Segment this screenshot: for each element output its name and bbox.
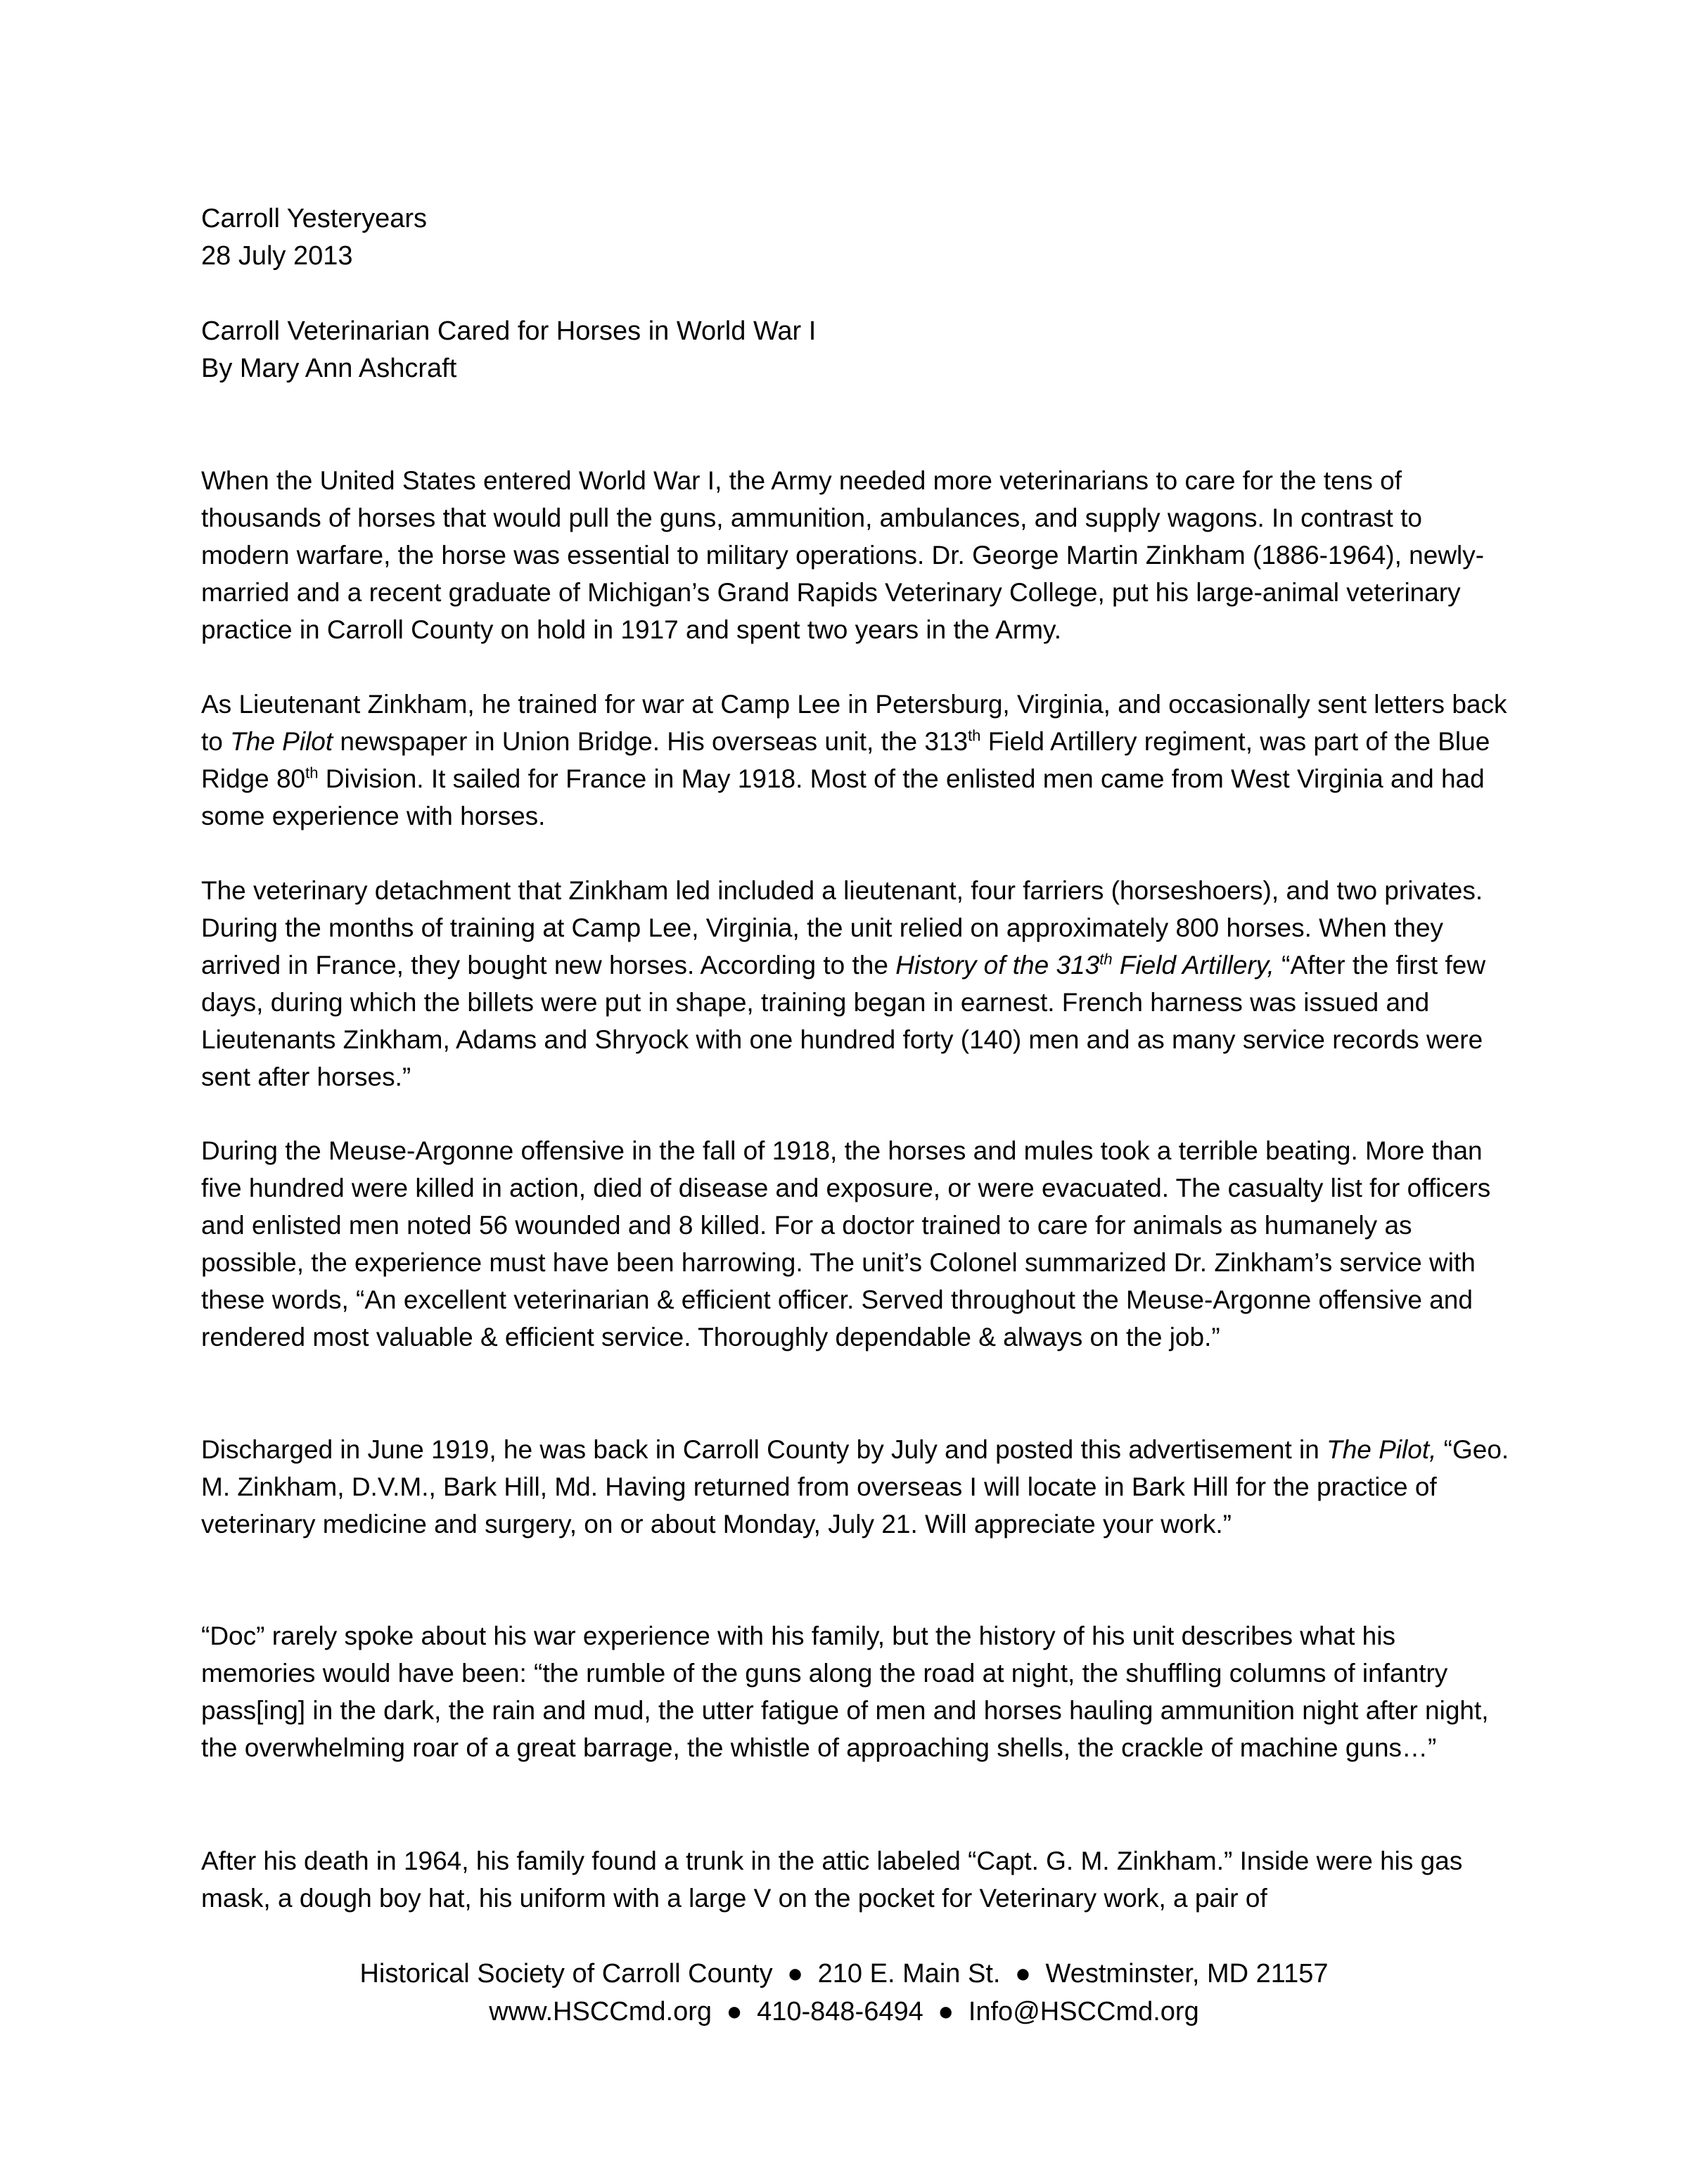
column-name: Carroll Yesteryears [201, 204, 428, 233]
footer-phone: 410-848-6494 [757, 1997, 923, 2026]
paragraph-5: Discharged in June 1919, he was back in Carroll County by July and posted this advertisement in The Pilot, “Geo. M. Zinkham, D.V.M., Bark Hill, Md. Having returned from overseas I will locate in Bark Hill for the practice of veterinary medicine and surgery, on or about Monday, July 21. Will appreciate your work.” [201, 1435, 1509, 1539]
newspaper-name: The Pilot, [1326, 1435, 1437, 1464]
paragraph-7: After his death in 1964, his family found a trunk in the attic labeled “Capt. G. M. Zinkham.” Inside were his gas mask, a dough boy hat, his uniform with a large V on the pocket for Veterinary work, a pair of [201, 1846, 1463, 1913]
bullet-separator: ● [726, 1997, 743, 2026]
footer-city: Westminster, MD 21157 [1045, 1959, 1329, 1989]
publication-date: 28 July 2013 [201, 241, 353, 271]
paragraph-1: When the United States entered World War I, the Army needed more veterinarians to care for the tens of thousands of horses that would pull the guns, ammunition, ambulances, and supply wagons. In contrast to modern warfare, the horse was essential to military operations. Dr. George Martin Zinkham (1886-1964), newly-married and a recent graduate of Michigan’s Grand Rapids Veterinary College, put his large-animal veterinary practice in Carroll County on hold in 1917 and spent two years in the Army. [201, 466, 1485, 644]
page-footer [0, 1955, 1688, 2031]
paragraph-6: “Doc” rarely spoke about his war experience with his family, but the history of his unit describes what his memories would have been: “the rumble of the guns along the road at night, the shuffling columns of infantry pass[ing] in the dark, the rain and mud, the utter fatigue of men and horses hauling ammunition night after night, the overwhelming roar of a great barrage, the whistle of approaching shells, the crackle of machine guns…” [201, 1621, 1489, 1762]
paragraph-4: During the Meuse-Argonne offensive in the fall of 1918, the horses and mules took a terrible beating. More than five hundred were killed in action, died of disease and exposure, or were evacuated. The casualty list for officers and enlisted men noted 56 wounded and 8 killed. For a doctor trained to care for animals as humanely as possible, the experience must have been harrowing. The unit’s Colonel summarized Dr. Zinkham’s service with these words, “An excellent veterinarian & efficient officer. Served throughout the Meuse-Argonne offensive and rendered most valuable & efficient service. Thoroughly dependable & always on the job.” [201, 1136, 1491, 1351]
footer-email: Info@HSCCmd.org [968, 1997, 1199, 2026]
newspaper-name: The Pilot [230, 727, 333, 756]
footer-website: www.HSCCmd.org [489, 1997, 712, 2026]
article-header [201, 313, 1537, 387]
bullet-separator: ● [938, 1997, 954, 2026]
article-byline: By Mary Ann Ashcraft [201, 354, 457, 383]
bullet-separator: ● [787, 1959, 804, 1989]
book-title: History of the 313th Field Artillery, [895, 950, 1274, 979]
column-header [201, 200, 1537, 275]
paragraph-3: The veterinary detachment that Zinkham led included a lieutenant, four farriers (horseshoers), and two privates. During the months of training at Camp Lee, Virginia, the unit relied on approximately 800 horses. When they arrived in France, they bought new horses. According to the History of the 313th Field Artillery, “After the first few days, during which the billets were put in shape, training began in earnest. French harness was issued and Lieutenants Zinkham, Adams and Shryock with one hundred forty (140) men and as many service records were sent after horses.” [201, 876, 1486, 1091]
footer-contact-line [0, 1993, 1688, 2031]
bullet-separator: ● [1015, 1959, 1031, 1989]
paragraph-2: As Lieutenant Zinkham, he trained for war at Camp Lee in Petersburg, Virginia, and occasionally sent letters back to The Pilot newspaper in Union Bridge. His overseas unit, the 313th Field Artillery regiment, was part of the Blue Ridge 80th Division. It sailed for France in May 1918. Most of the enlisted men came from West Virginia and had some experience with horses. [201, 690, 1507, 830]
footer-address-line [0, 1955, 1688, 1993]
footer-street: 210 E. Main St. [817, 1959, 1001, 1989]
footer-org: Historical Society of Carroll County [359, 1959, 773, 1989]
article-title: Carroll Veterinarian Cared for Horses in World War I [201, 316, 817, 346]
